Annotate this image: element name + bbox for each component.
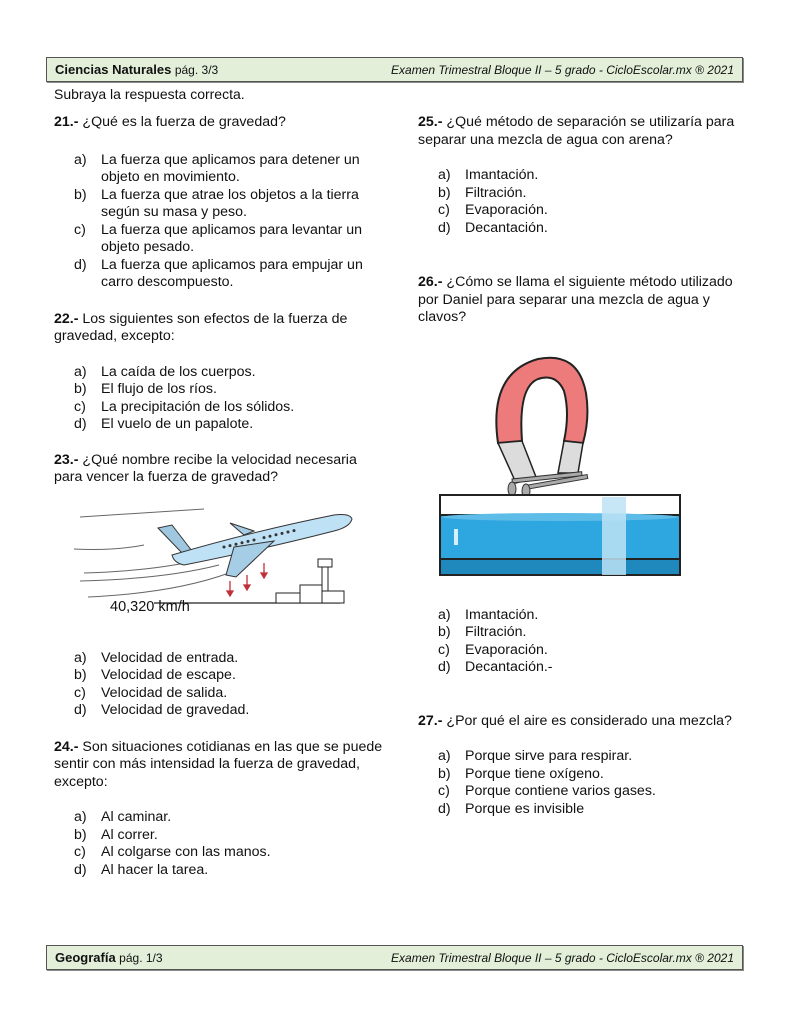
airplane-illustration — [54, 493, 384, 623]
option-text: Al colgarse con las manos. — [101, 844, 271, 860]
option[interactable] — [438, 748, 748, 766]
option-letter: a) — [74, 809, 87, 825]
option-letter: a) — [74, 151, 87, 168]
option-text: Porque contiene varios gases. — [465, 783, 656, 799]
footer-exam: Examen Trimestral Bloque II – 5 grado - CicloEscolar.mx ® 2021 — [391, 950, 734, 965]
option-letter: b) — [438, 184, 451, 201]
option-letter: c) — [438, 202, 450, 218]
question-22 — [54, 311, 384, 434]
header-subject-group — [55, 62, 218, 77]
option-letter: c) — [74, 844, 86, 860]
option-letter: c) — [74, 398, 86, 415]
option-text: Imantación. — [465, 167, 539, 183]
question-number: 26.- — [418, 274, 443, 290]
option[interactable] — [74, 844, 384, 862]
option-text: Decantación.- — [465, 659, 553, 675]
question-27 — [418, 713, 748, 819]
options-list — [418, 748, 748, 818]
option-text: El vuelo de un papalote. — [101, 416, 254, 432]
question-number: 22.- — [54, 310, 79, 327]
option[interactable] — [74, 862, 384, 880]
magnet-figure — [418, 333, 748, 603]
option[interactable] — [74, 152, 384, 187]
option-letter: d) — [438, 219, 451, 236]
question-number: 25.- — [418, 114, 443, 130]
question-23 — [54, 452, 384, 720]
option-text: Imantación. — [465, 606, 539, 623]
footer-subject-group — [55, 950, 163, 965]
option-text: Al caminar. — [101, 809, 172, 825]
option-letter: a) — [438, 606, 451, 623]
option-text: Evaporación. — [465, 641, 548, 658]
option[interactable] — [438, 167, 748, 185]
option-letter: d) — [74, 416, 87, 432]
option-text: Velocidad de salida. — [101, 684, 228, 701]
option-letter: d) — [74, 861, 87, 878]
question-24 — [54, 739, 384, 880]
option-letter: d) — [74, 702, 87, 718]
magnet-illustration — [418, 333, 748, 603]
question-21 — [54, 114, 384, 292]
question-number: 23.- — [54, 451, 79, 468]
question-number: 27.- — [418, 712, 443, 729]
options-list — [54, 809, 384, 879]
option-letter: b) — [74, 826, 87, 843]
question-26 — [418, 274, 748, 677]
option[interactable] — [438, 783, 748, 801]
option-letter: b) — [438, 624, 451, 640]
option[interactable] — [438, 607, 748, 625]
option-text: El flujo de los ríos. — [101, 381, 217, 397]
left-column — [54, 114, 384, 879]
option-text: Al correr. — [101, 826, 158, 843]
option-text: Velocidad de escape. — [101, 667, 236, 683]
footer-page: pág. 1/3 — [119, 951, 163, 965]
option[interactable] — [438, 202, 748, 220]
question-text — [54, 114, 384, 132]
footer-subject: Geografía — [55, 950, 116, 965]
option-text: Filtración. — [465, 624, 527, 640]
option-text: Filtración. — [465, 184, 527, 201]
option[interactable] — [438, 766, 748, 784]
option-text: La precipitación de los sólidos. — [101, 398, 295, 415]
options-list — [418, 167, 748, 237]
option-text: Velocidad de entrada. — [101, 649, 239, 666]
option-letter: a) — [438, 748, 451, 764]
option[interactable] — [74, 187, 384, 222]
option[interactable] — [74, 650, 384, 668]
header-page: pág. 3/3 — [174, 63, 219, 77]
option-text: Decantación. — [465, 219, 548, 236]
option-text: Porque es invisible — [465, 800, 585, 817]
speed-label: 40,320 km/h — [110, 598, 190, 615]
option[interactable] — [74, 827, 384, 845]
option-letter: b) — [438, 765, 451, 782]
option-text: Velocidad de gravedad. — [101, 702, 250, 718]
water-container-icon — [440, 495, 680, 575]
option-text: La fuerza que aplicamos para empujar un carro descompuesto. — [101, 256, 363, 290]
question-text — [418, 114, 748, 149]
question-prompt: ¿Cómo se llama el siguiente método utilizado por Daniel para separar una mezcla de agua y clavos? — [418, 274, 733, 325]
option-letter: c) — [438, 641, 450, 658]
airport-building-icon — [276, 559, 344, 603]
question-prompt: Son situaciones cotidianas en las que se puede sentir con más intensidad la fuerza de gravedad, excepto: — [54, 738, 383, 790]
options-list — [54, 650, 384, 720]
header-exam: Examen Trimestral Bloque II – 5 grado - CicloEscolar.mx ® 2021 — [391, 62, 734, 77]
option-letter: d) — [438, 659, 451, 675]
option-letter: b) — [74, 381, 87, 397]
question-text — [54, 739, 384, 792]
question-prompt: ¿Por qué el aire es considerado una mezcla? — [446, 712, 732, 729]
question-prompt: ¿Qué es la fuerza de gravedad? — [82, 114, 286, 130]
option-letter: a) — [74, 363, 87, 380]
option-text: Porque sirve para respirar. — [465, 748, 633, 764]
option[interactable] — [438, 659, 748, 677]
option[interactable] — [438, 801, 748, 819]
question-text — [54, 452, 384, 487]
option[interactable] — [74, 667, 384, 685]
option[interactable] — [74, 685, 384, 703]
header-subject: Ciencias Naturales — [55, 62, 172, 77]
option[interactable] — [74, 399, 384, 417]
instruction: Subraya la respuesta correcta. — [54, 86, 245, 102]
option-text: La fuerza que aplicamos para detener un objeto en movimiento. — [101, 151, 360, 185]
option-letter: a) — [438, 167, 451, 183]
option-letter: b) — [74, 186, 87, 203]
option[interactable] — [74, 416, 384, 434]
option-letter: d) — [74, 256, 87, 273]
question-text — [418, 713, 748, 731]
option[interactable] — [74, 222, 384, 257]
option-text: Al hacer la tarea. — [101, 861, 209, 878]
option-text: Evaporación. — [465, 202, 548, 218]
option-letter: c) — [438, 783, 450, 799]
footer-bar — [46, 945, 743, 970]
question-number: 24.- — [54, 738, 79, 755]
question-text — [54, 311, 384, 346]
option[interactable] — [74, 702, 384, 720]
option-text: La fuerza que atrae los objetos a la tierra según su masa y peso. — [101, 186, 359, 220]
option-letter: c) — [74, 684, 86, 701]
header-bar — [46, 57, 743, 82]
option-letter: b) — [74, 667, 87, 683]
question-number: 21.- — [54, 114, 79, 130]
option-letter: c) — [74, 221, 86, 238]
option-letter: d) — [438, 800, 451, 817]
option[interactable] — [438, 624, 748, 642]
option[interactable] — [438, 642, 748, 660]
question-25 — [418, 114, 748, 237]
airplane-figure — [54, 493, 384, 643]
option[interactable] — [438, 220, 748, 238]
question-text — [418, 274, 748, 327]
option[interactable] — [74, 364, 384, 382]
option-text: La caída de los cuerpos. — [101, 363, 256, 380]
option[interactable] — [438, 185, 748, 203]
question-prompt: Los siguientes son efectos de la fuerza de gravedad, excepto: — [54, 310, 348, 344]
magnet-icon — [496, 357, 587, 482]
option[interactable] — [74, 257, 384, 292]
options-list — [418, 607, 748, 677]
question-prompt: ¿Qué nombre recibe la velocidad necesaria para vencer la fuerza de gravedad? — [54, 451, 357, 485]
option-letter: a) — [74, 649, 87, 666]
option[interactable] — [74, 381, 384, 399]
question-prompt: ¿Qué método de separación se utilizaría para separar una mezcla de agua con arena? — [418, 114, 735, 148]
options-list — [54, 364, 384, 434]
option-text: Porque tiene oxígeno. — [465, 765, 604, 782]
option-text: La fuerza que aplicamos para levantar un objeto pesado. — [101, 221, 363, 255]
option[interactable] — [74, 809, 384, 827]
options-list — [54, 152, 384, 292]
right-column — [418, 114, 748, 818]
